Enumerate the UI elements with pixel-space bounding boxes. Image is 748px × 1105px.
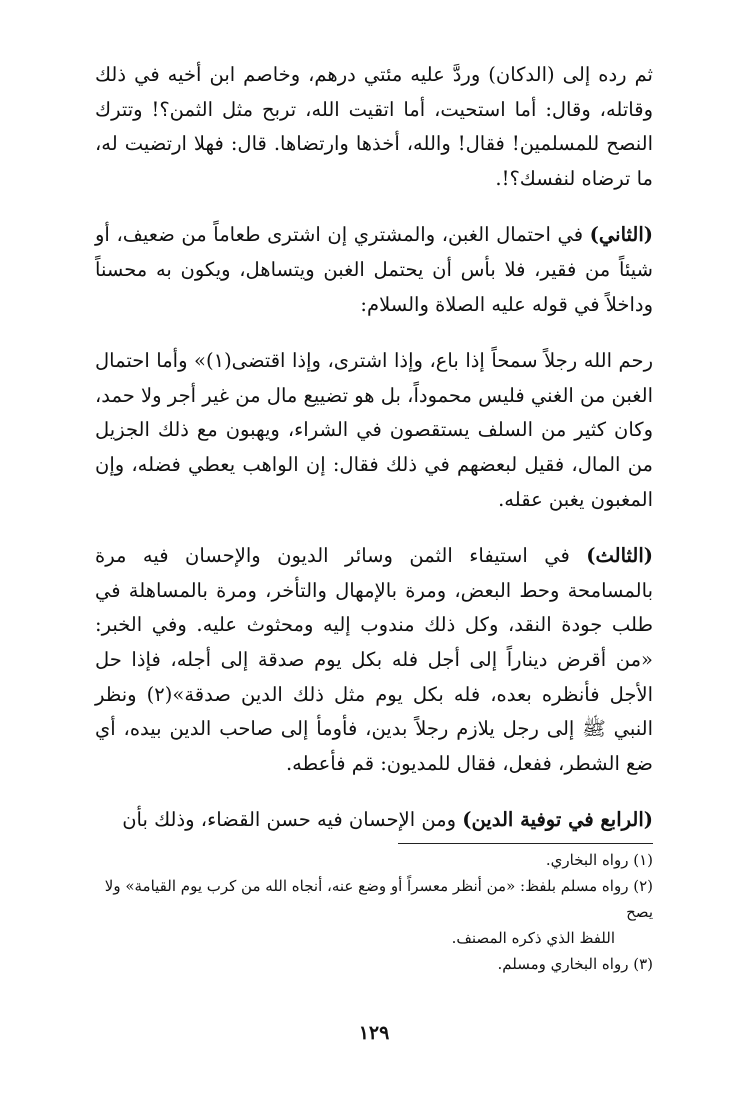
paragraph-4-heading: (الثالث) bbox=[586, 544, 653, 568]
footnote-divider bbox=[398, 843, 653, 844]
paragraph-2-heading: (الثاني) bbox=[589, 223, 653, 247]
footnote-3: (٣) رواه البخاري ومسلم. bbox=[497, 955, 653, 973]
paragraph-5 bbox=[95, 803, 653, 838]
footnotes bbox=[95, 847, 653, 977]
paragraph-3 bbox=[95, 344, 653, 517]
paragraph-2 bbox=[95, 218, 653, 322]
footnote-2: (٢) رواه مسلم بلفظ: «من أنظر معسراً أو وضع عنه، أنجاه الله من كرب يوم القيامة» ولا يصح bbox=[104, 877, 653, 921]
paragraph-1 bbox=[95, 58, 653, 196]
paragraph-4-text: في استيفاء الثمن وسائر الديون والإحسان فيه مرة بالمسامحة وحط البعض، ومرة بالإمهال والتأخر، ومرة بالمساهلة في طلب جودة النقد، وكل ذلك مندوب إليه ومحثوث عليه. وفي الخبر: «من أقرض ديناراً إلى أجل فله بكل يوم صدقة إلى أجله، فإذا حل الأجل فأنظره بعده، فله بكل يوم مثل ذلك الدين صدقة»(٢) ونظر النبي ﷺ إلى رجل يلازم رجلاً بدين، فأومأ إلى صاحب الدين بيده، أي ضع الشطر، ففعل، فقال للمديون: قم فأعطه. bbox=[95, 544, 654, 775]
paragraph-1-text: ثم رده إلى (الدكان) وردَّ عليه مئتي درهم، وخاصم ابن أخيه في ذلك وقاتله، وقال: أما استحيت، أما اتقيت الله، تربح مثل الثمن؟! وتترك النصح للمسلمين! فقال! والله، أخذها وارتضاها. قال: فهلا ارتضيت له، ما ترضاه لنفسك؟!. bbox=[95, 63, 653, 190]
footnote-2-continuation: اللفظ الذي ذكره المصنف. bbox=[451, 929, 615, 947]
footnote-1: (١) رواه البخاري. bbox=[545, 851, 653, 869]
paragraph-5-text: ومن الإحسان فيه حسن القضاء، وذلك بأن bbox=[122, 808, 463, 832]
page-number: ١٢٩ bbox=[358, 1022, 390, 1044]
paragraph-5-heading: (الرابع في توفية الدين) bbox=[462, 808, 653, 832]
paragraph-3-text: رحم الله رجلاً سمحاً إذا باع، وإذا اشترى، وإذا اقتضى(١)» وأما احتمال الغبن من الغني فليس محموداً، بل هو تضييع مال من غير أجر ولا حمد، وكان كثير من السلف يستقصون في الشراء، ويهبون مع ذلك الجزيل من المال، فقيل لبعضهم في ذلك فقال: إن الواهب يعطي فضله، وإن المغبون يغبن عقله. bbox=[95, 349, 653, 511]
body-text bbox=[95, 58, 653, 860]
paragraph-4 bbox=[95, 539, 653, 781]
paragraph-2-text: في احتمال الغبن، والمشتري إن اشترى طعاماً من ضعيف، أو شيئاً من فقير، فلا بأس أن يحتمل الغبن ويتساهل، ويكون به محسناً وداخلاً في قوله عليه الصلاة والسلام: bbox=[95, 223, 653, 316]
